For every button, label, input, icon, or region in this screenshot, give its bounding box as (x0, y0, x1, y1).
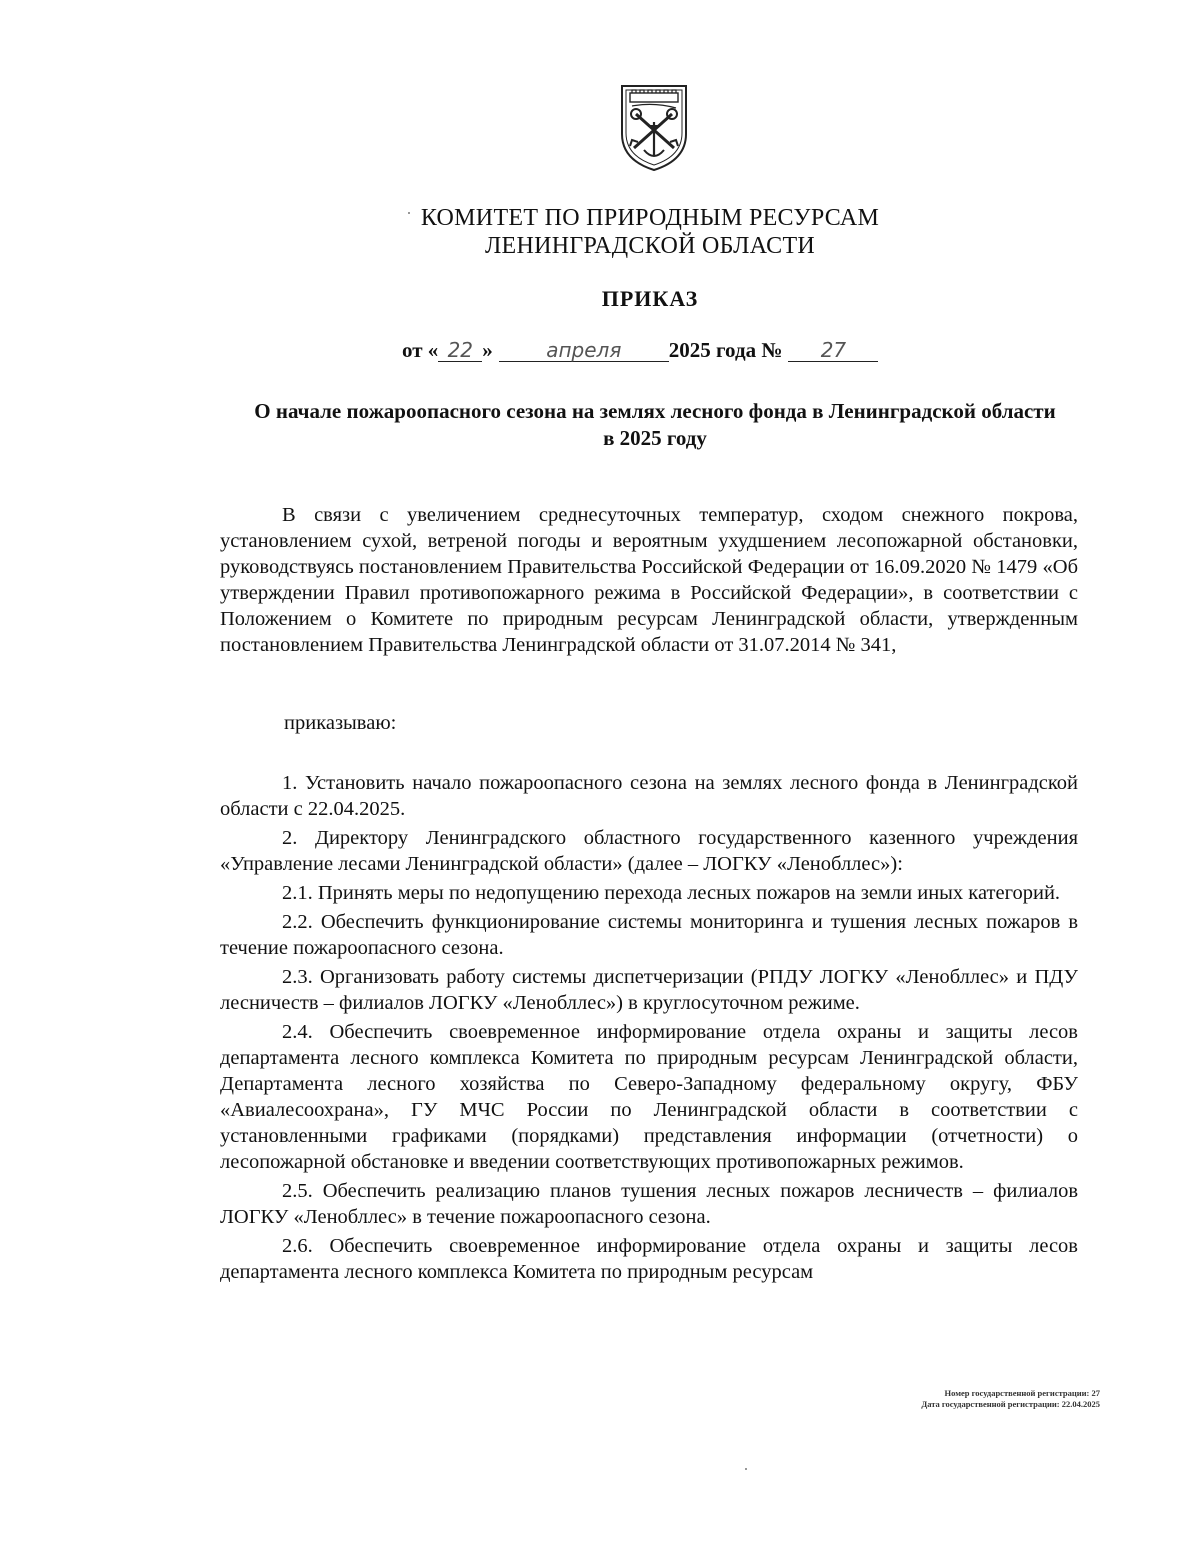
date-mid: » (482, 338, 493, 362)
intro-text: В связи с увеличением среднесуточных температур, сходом снежного покрова, установлением сухой, ветреной погоды и вероятным ухудшением лесопожарной обстановки, руководствуясь постановлением Правительства Российской Федерации от 16.09.2020 № 1479 «Об утверждении Правил противопожарного режима в Российской Федерации», в соответствии с Положением о Комитете по природным ресурсам Ленинградской области, утвержденным постановлением Правительства Ленинградской области от 31.07.2014 № 341, (220, 504, 1078, 656)
registration-date: Дата государственной регистрации: 22.04.2025 (921, 1399, 1100, 1409)
scan-speck (745, 1468, 747, 1470)
committee-name-line-1: КОМИТЕТ ПО ПРИРОДНЫМ РЕСУРСАМ (420, 205, 880, 231)
handwritten-day: 22 (438, 339, 482, 362)
year-text: 2025 года № (668, 338, 783, 362)
order-item: 2.2. Обеспечить функционирование системы мониторинга и тушения лесных пожаров в течение пожароопасного сезона. (220, 911, 1078, 959)
order-heading: ПРИКАЗ (601, 286, 699, 311)
handwritten-month: апреля (499, 339, 669, 362)
date-prefix: от « (402, 338, 439, 362)
document-title: О начале пожароопасного сезона на землях лесного фонда в Ленинградской области в 2025 году (254, 399, 1056, 450)
committee-name-line-2: ЛЕНИНГРАДСКОЙ ОБЛАСТИ (484, 233, 816, 259)
order-items (220, 770, 1078, 1288)
scan-speck (408, 212, 410, 214)
order-item: 2.6. Обеспечить своевременное информирование отдела охраны и защиты лесов департамента лесного комплекса Комитета по природным ресурсам (220, 1235, 1078, 1283)
order-item: 2.4. Обеспечить своевременное информирование отдела охраны и защиты лесов департамента лесного комплекса Комитета по природным ресурсам Ленинградской области, Департамента лесного хозяйства по Северо-Западному федеральному округу, ФБУ «Авиалесоохрана», ГУ МЧС России по Ленинградской области в соответствии с установленными графиками (порядками) представления информации (отчетности) о лесопожарной обстановке и введении соответствующих противопожарных режимов. (220, 1021, 1078, 1173)
registration-stamp (921, 1388, 1100, 1410)
order-verb: приказываю: (284, 712, 397, 734)
intro-paragraph (220, 502, 1078, 658)
registration-number: Номер государственной регистрации: 27 (944, 1388, 1100, 1398)
order-item: 1. Установить начало пожароопасного сезона на землях лесного фонда в Ленинградской области с 22.04.2025. (220, 772, 1078, 820)
order-item: 2.5. Обеспечить реализацию планов тушения лесных пожаров лесничеств – филиалов ЛОГКУ «Ленобллес» в течение пожароопасного сезона. (220, 1180, 1078, 1228)
handwritten-order-number: 27 (788, 339, 878, 362)
coat-of-arms-icon (618, 82, 690, 172)
order-date-line (402, 338, 878, 363)
order-item: 2. Директору Ленинградского областного государственного казенного учреждения «Управление лесами Ленинградской области» (далее – ЛОГКУ «Ленобллес»): (220, 827, 1078, 875)
order-item: 2.3. Организовать работу системы диспетчеризации (РПДУ ЛОГКУ «Ленобллес» и ПДУ лесничеств – филиалов ЛОГКУ «Ленобллес») в круглосуточном режиме. (220, 966, 1078, 1014)
order-item: 2.1. Принять меры по недопущению перехода лесных пожаров на земли иных категорий. (282, 882, 1061, 904)
